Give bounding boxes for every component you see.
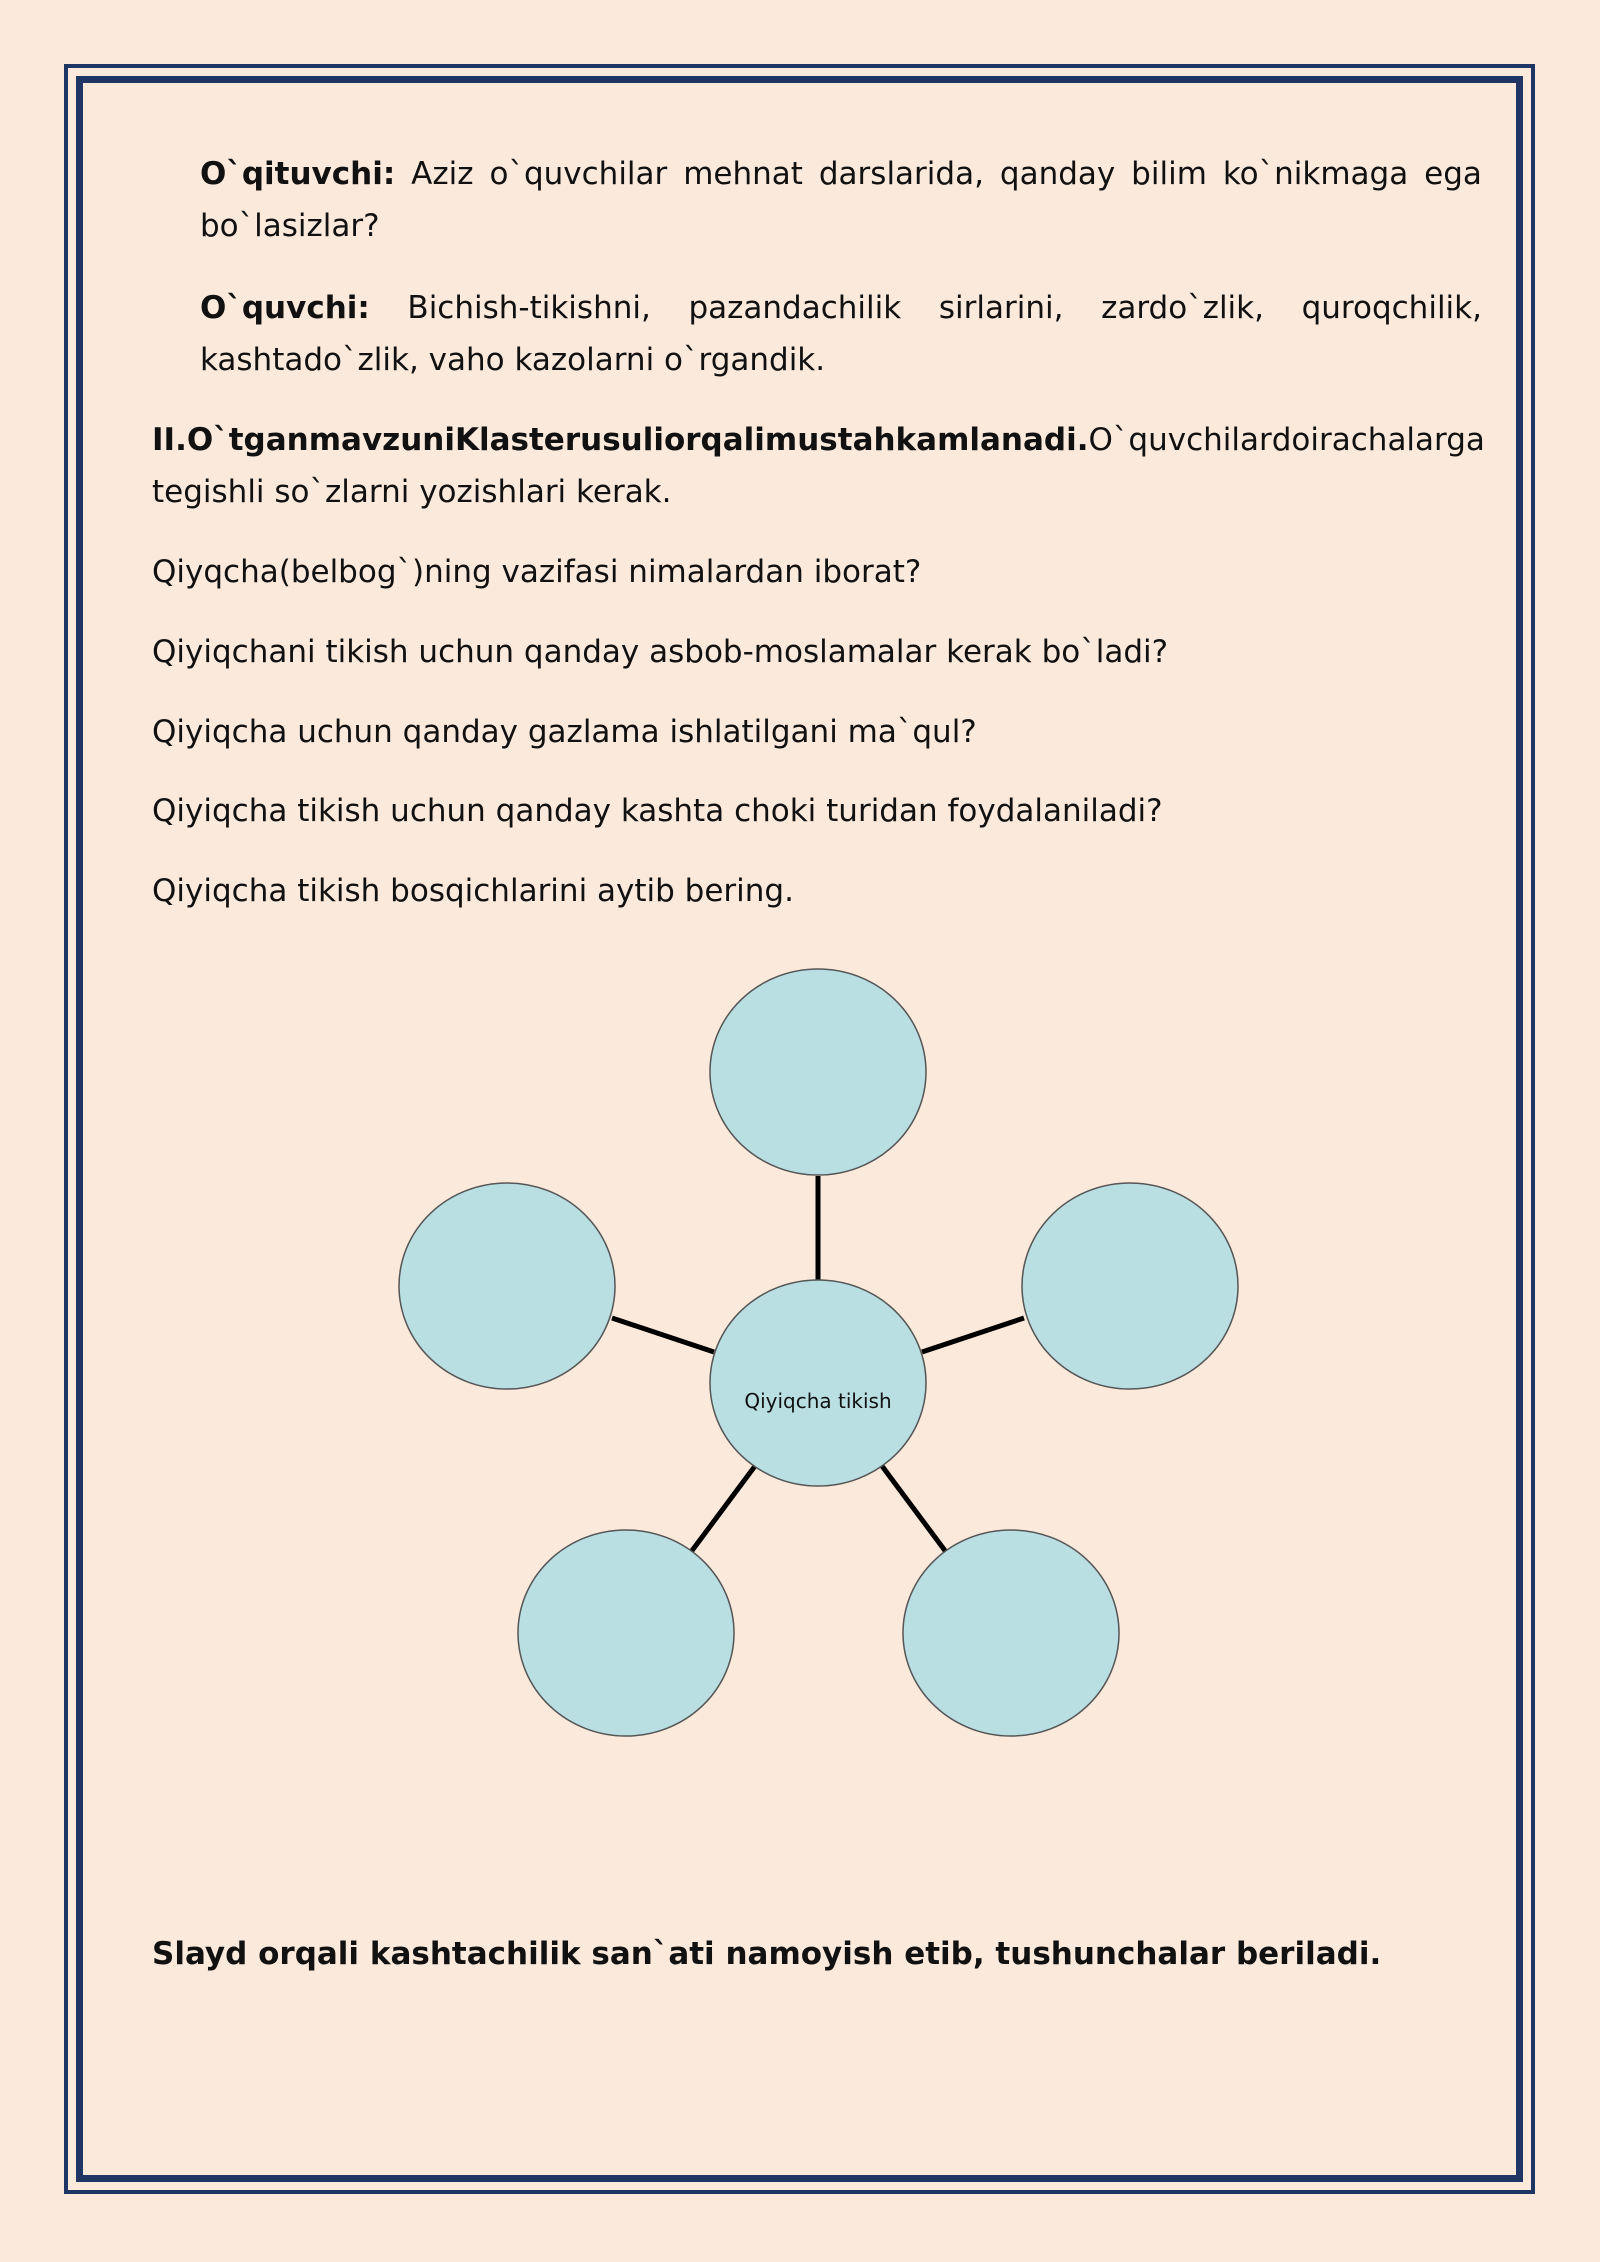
teacher-word: mehnat [683, 156, 803, 192]
connector-bottom-left [691, 1466, 755, 1552]
student-speaker: O`quvchi: [200, 290, 370, 326]
cluster-node-bottom-left [518, 1530, 734, 1736]
connector-bottom-right [882, 1466, 946, 1552]
question-1: Qiyqcha(belbog`)ning vazifasi nimalardan iborat? [152, 554, 922, 590]
teacher-word: Aziz [411, 156, 474, 192]
cluster-node-center [710, 1280, 926, 1486]
connector-left [612, 1318, 714, 1352]
student-word: quroqchilik, [1301, 290, 1482, 326]
section-heading-word: Klaster [454, 422, 581, 458]
student-word: Bichish-tikishni, [407, 290, 651, 326]
section-heading-word: O`tgan [186, 422, 309, 458]
cluster-node-left [399, 1183, 615, 1389]
teacher-line-2: bo`lasizlar? [200, 208, 380, 244]
connector-right [922, 1318, 1024, 1352]
section-heading-word: mustahkamlanadi. [764, 422, 1089, 458]
question-3: Qiyiqcha uchun qanday gazlama ishlatilgani ma`qul? [152, 714, 977, 750]
teacher-word: ko`nikmaga [1222, 156, 1409, 192]
question-4: Qiyiqcha tikish uchun qanday kashta choki turidan foydalaniladi? [152, 793, 1163, 829]
section-line-2: tegishli so`zlarni yozishlari kerak. [152, 474, 672, 510]
cluster-center-label: Qiyiqcha tikish [744, 1389, 892, 1413]
section-heading-word: orqali [663, 422, 765, 458]
student-word: sirlarini, [938, 290, 1064, 326]
cluster-nodes [399, 969, 1238, 1736]
closing-text: Slayd orqali kashtachilik san`ati namoyish etib, tushunchalar beriladi. [152, 1936, 1382, 1972]
teacher-word: ega [1424, 156, 1482, 192]
question-5: Qiyiqcha tikish bosqichlarini aytib bering. [152, 873, 794, 909]
section-tail-word: O`quvchilar [1088, 422, 1272, 458]
teacher-word: darslarida, [818, 156, 984, 192]
section-tail-word: doirachalarga [1271, 422, 1485, 458]
cluster-node-top [710, 969, 926, 1175]
student-line-2: kashtado`zlik, vaho kazolarni o`rgandik. [200, 342, 826, 378]
cluster-node-bottom-right [903, 1530, 1119, 1736]
teacher-speaker: O`qituvchi: [200, 156, 396, 192]
student-word: pazandachilik [688, 290, 902, 326]
section-heading-word: mavzuni [308, 422, 455, 458]
question-2: Qiyiqchani tikish uchun qanday asbob-moslamalar kerak bo`ladi? [152, 634, 1169, 670]
student-word: zardo`zlik, [1101, 290, 1264, 326]
teacher-word: qanday [999, 156, 1116, 192]
section-heading-word: II. [152, 422, 187, 458]
cluster-node-right [1022, 1183, 1238, 1389]
teacher-word: bilim [1131, 156, 1207, 192]
teacher-word: o`quvchilar [489, 156, 668, 192]
section-heading-word: usuli [580, 422, 664, 458]
